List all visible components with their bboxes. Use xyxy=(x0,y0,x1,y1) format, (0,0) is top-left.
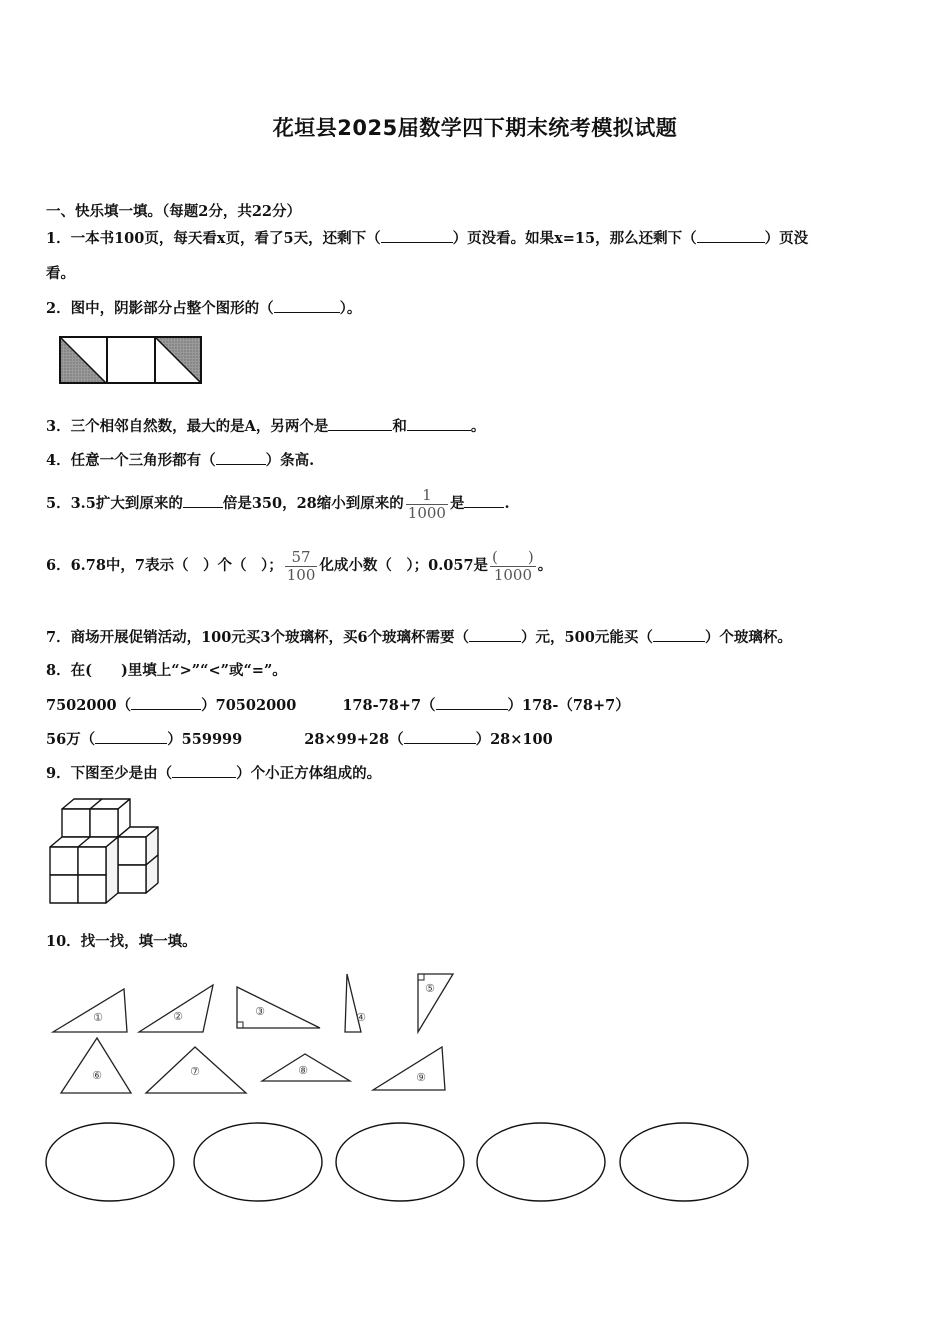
fraction-denominator: 100 xyxy=(286,565,316,584)
triangle-label: ⑥ xyxy=(92,1069,102,1082)
q8-r2-text-d: ）28×100 xyxy=(475,731,553,748)
q8-r1-text-c: 178-78+7（ xyxy=(342,697,436,714)
q5-text-d: . xyxy=(504,495,510,512)
cube-stack-figure xyxy=(46,797,162,905)
q3-text-a: 3．三个相邻自然数，最大的是A，另两个是 xyxy=(46,418,329,435)
question-7 xyxy=(46,627,792,648)
q2-text-a: 2．图中，阴影部分占整个图形的（ xyxy=(46,300,274,317)
fraction-numerator[interactable]: ( ) xyxy=(492,547,534,566)
q7-text-c: ）个玻璃杯。 xyxy=(704,629,792,646)
q8-r2-text-a: 56万（ xyxy=(46,731,96,748)
fraction-denominator: 1000 xyxy=(493,565,532,584)
fraction-denominator: 1000 xyxy=(407,503,446,522)
question-5 xyxy=(46,484,510,524)
q7-text-b: ）元，500元能买（ xyxy=(521,629,653,646)
triangle-label: ① xyxy=(93,1011,103,1024)
answer-oval-3[interactable] xyxy=(336,1123,464,1201)
q3-text-b: 和 xyxy=(392,418,407,435)
q6-text-a: 6．6.78中，7表示（ ）个（ ）； xyxy=(46,557,283,574)
question-9 xyxy=(46,763,381,784)
q5-text-b: 倍是350，28缩小到原来的 xyxy=(222,495,404,512)
q8-blank-2[interactable] xyxy=(436,695,508,710)
fraction-blank-over-1000 xyxy=(490,549,536,584)
question-6 xyxy=(46,544,552,588)
q3-blank-2[interactable] xyxy=(407,416,471,431)
q1-text-c: ）页没 xyxy=(764,230,809,247)
page-title: 花垣县2025届数学四下期末统考模拟试题 xyxy=(272,116,678,140)
q9-blank[interactable] xyxy=(172,763,236,778)
triangle-label: ④ xyxy=(356,1011,366,1024)
triangle-label: ⑤ xyxy=(425,982,435,995)
answer-ovals xyxy=(44,1121,754,1205)
triangle-2 xyxy=(139,985,213,1032)
answer-oval-2[interactable] xyxy=(194,1123,322,1201)
question-1-cont: 看。 xyxy=(46,265,75,282)
question-8: 8．在( )里填上“>”“<”或“=”。 xyxy=(46,662,287,679)
q8-blank-1[interactable] xyxy=(131,695,201,710)
q4-blank[interactable] xyxy=(216,450,266,465)
triangle-label: ③ xyxy=(255,1005,265,1018)
q8-r2-text-c: 28×99+28（ xyxy=(304,731,404,748)
answer-oval-4[interactable] xyxy=(477,1123,605,1201)
q1-text-a: 1．一本书100页，每天看x页，看了5天，还剩下（ xyxy=(46,230,381,247)
question-8-row-1 xyxy=(46,695,630,716)
triangle-label: ⑧ xyxy=(298,1064,308,1077)
q1-blank-1[interactable] xyxy=(381,228,453,243)
q9-text-a: 9．下图至少是由（ xyxy=(46,765,173,782)
q8-r1-text-a: 7502000（ xyxy=(46,697,132,714)
q1-text-b: ）页没看。如果x=15，那么还剩下（ xyxy=(452,230,697,247)
q2-text-b: ）。 xyxy=(339,300,362,317)
q6-text-c: 。 xyxy=(537,557,553,574)
triangle-1 xyxy=(53,989,127,1032)
shaded-squares-figure xyxy=(58,335,204,385)
fraction-1-over-1000 xyxy=(406,487,448,522)
q8-r1-text-d: ）178-（78+7） xyxy=(507,697,630,714)
q4-text-b: ）条高. xyxy=(265,452,315,469)
q4-text-a: 4．任意一个三角形都有（ xyxy=(46,452,216,469)
q1-blank-2[interactable] xyxy=(697,228,765,243)
triangle-label: ⑨ xyxy=(416,1071,426,1084)
q9-text-b: ）个小正方体组成的。 xyxy=(236,765,382,782)
triangle-3 xyxy=(237,987,320,1028)
question-1 xyxy=(46,228,808,249)
triangles-figure xyxy=(50,968,460,1096)
question-3 xyxy=(46,416,485,437)
answer-oval-5[interactable] xyxy=(620,1123,748,1201)
section-heading: 一、快乐填一填。（每题2分，共22分） xyxy=(46,203,302,220)
question-4 xyxy=(46,450,314,471)
fraction-numerator: 57 xyxy=(285,549,318,567)
q8-blank-4[interactable] xyxy=(404,729,476,744)
fraction-numerator: 1 xyxy=(406,487,448,505)
q5-blank-2[interactable] xyxy=(464,493,504,508)
q3-text-c: 。 xyxy=(470,418,486,435)
fraction-57-over-100 xyxy=(285,549,318,584)
square-2 xyxy=(107,337,155,383)
q6-text-b: 化成小数（ ）；0.057是 xyxy=(319,557,489,574)
q8-r2-text-b: ）559999 xyxy=(167,731,243,748)
question-8-row-2 xyxy=(46,729,553,750)
triangle-label: ⑦ xyxy=(190,1065,200,1078)
q5-text-a: 5．3.5扩大到原来的 xyxy=(46,495,183,512)
q7-text-a: 7．商场开展促销活动，100元买3个玻璃杯，买6个玻璃杯需要（ xyxy=(46,629,470,646)
answer-oval-1[interactable] xyxy=(46,1123,174,1201)
triangle-6 xyxy=(61,1038,131,1093)
q8-r1-text-b: ）70502000 xyxy=(201,697,297,714)
question-10: 10．找一找，填一填。 xyxy=(46,933,197,950)
q2-blank[interactable] xyxy=(274,298,340,313)
q5-text-c: 是 xyxy=(449,495,465,512)
q7-blank-1[interactable] xyxy=(469,627,521,642)
question-2 xyxy=(46,298,361,319)
q7-blank-2[interactable] xyxy=(653,627,705,642)
triangle-5 xyxy=(418,974,453,1032)
triangle-9 xyxy=(373,1047,445,1090)
triangle-label: ② xyxy=(173,1010,183,1023)
q3-blank-1[interactable] xyxy=(328,416,392,431)
q8-blank-3[interactable] xyxy=(95,729,167,744)
q5-blank-1[interactable] xyxy=(183,493,223,508)
